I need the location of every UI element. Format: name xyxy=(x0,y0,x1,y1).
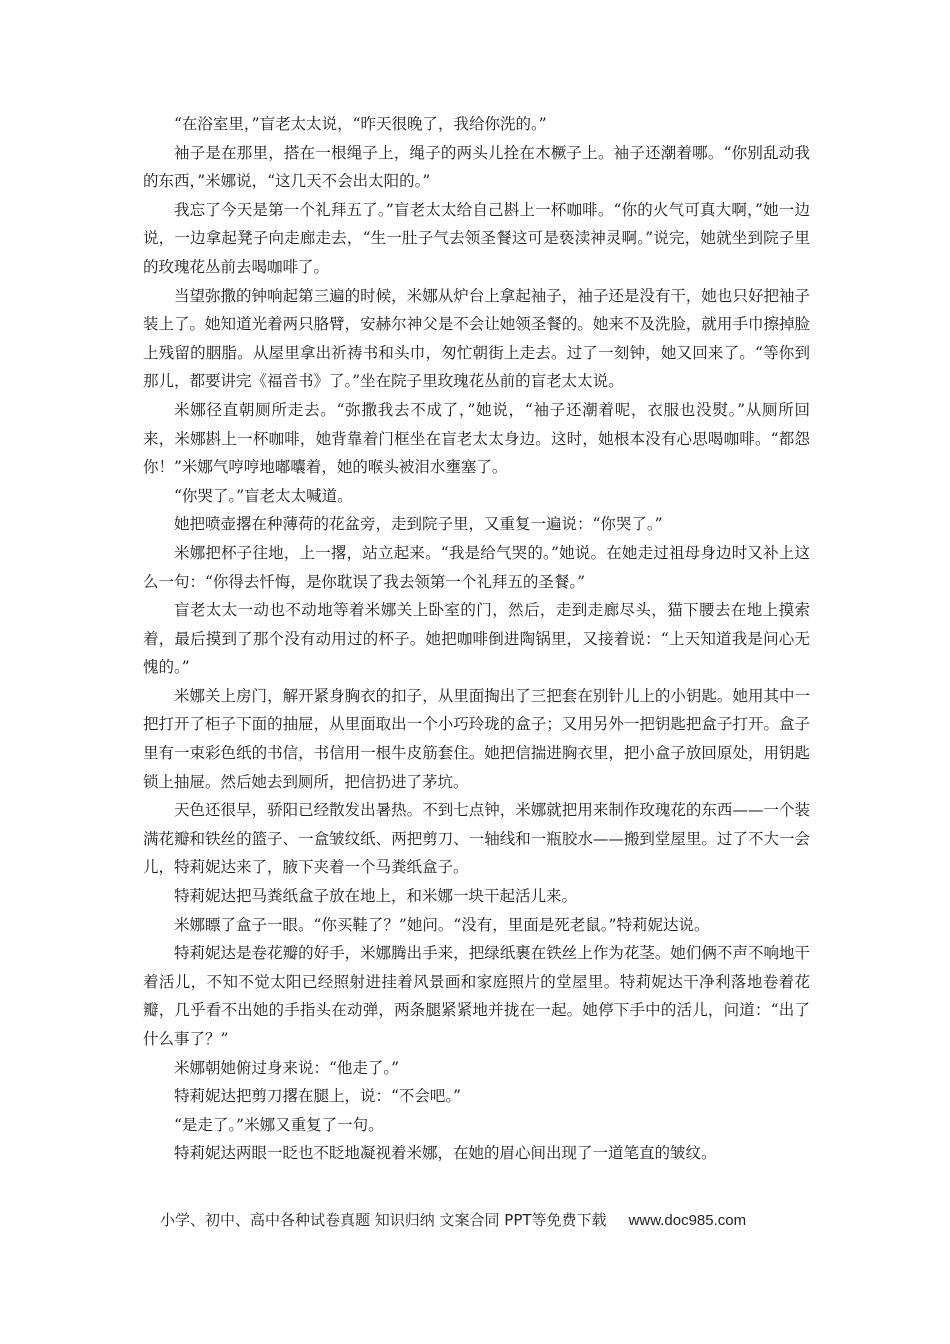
paragraph: 我忘了今天是第一个礼拜五了。”盲老太太给自己斟上一杯咖啡。“你的火气可真大啊，”她一边说，一边拿起凳子向走廊走去，“生一肚子气去领圣餐这可是亵渎神灵啊。”说完，她就坐到院子里的玫瑰花丛前去喝咖啡了。 xyxy=(143,200,810,276)
paragraph: 当望弥撒的钟响起第三遍的时候，米娜从炉台上拿起袖子，袖子还是没有干，她也只好把袖子装上了。她知道光着两只胳臂，安赫尔神父是不会让她领圣餐的。她来不及洗脸，就用手巾擦掉脸上残留的胭脂。从屋里拿出祈祷书和头巾，匆忙朝街上走去。过了一刻钟，她又回来了。“等你到那儿，都要讲完《福音书》了。”坐在院子里玫瑰花丛前的盲老太太说。 xyxy=(143,286,810,391)
paragraph: 特莉妮达把马粪纸盒子放在地上，和米娜一块干起活儿来。 xyxy=(174,887,578,906)
document-body xyxy=(143,110,810,1168)
paragraph: 米娜朝她俯过身来说：“他走了。” xyxy=(174,1058,400,1077)
footer-text: 小学、初中、高中各种试卷真题 知识归纳 文案合同 PPT等免费下载 xyxy=(160,1211,607,1229)
paragraph: 盲老太太一动也不动地等着米娜关上卧室的门，然后，走到走廊尽头，猫下腰去在地上摸索着，最后摸到了那个没有动用过的杯子。她把咖啡倒进陶锅里，又接着说：“上天知道我是问心无愧的。” xyxy=(143,601,810,677)
paragraph: 米娜瞟了盒子一眼。“你买鞋了？”她问。“没有，里面是死老鼠。”特莉妮达说。 xyxy=(174,915,710,934)
paragraph: “你哭了。”盲老太太喊道。 xyxy=(174,486,353,505)
paragraph: “在浴室里，”盲老太太说，“昨天很晚了，我给你洗的。” xyxy=(174,115,547,133)
paragraph: 袖子是在那里，搭在一根绳子上，绳子的两头儿拴在木橛子上。袖子还潮着哪。“你别乱动我的东西，”米娜说，“这几天不会出太阳的。” xyxy=(143,143,810,191)
paragraph: 米娜关上房门，解开紧身胸衣的扣子，从里面掏出了三把套在别针儿上的小钥匙。她用其中一把打开了柜子下面的抽屉，从里面取出一个小巧玲珑的盒子；又用另外一把钥匙把盒子打开。盒子里有一束彩色纸的书信，书信用一根牛皮筋套住。她把信揣进胸衣里，把小盒子放回原处，用钥匙锁上抽屉。然后她去到厕所，把信扔进了茅坑。 xyxy=(143,686,810,791)
paragraph: 米娜把杯子往地，上一撂，站立起来。“我是给气哭的。”她说。在她走过祖母身边时又补上这么一句：“你得去忏悔，是你耽误了我去领第一个礼拜五的圣餐。” xyxy=(143,543,810,591)
paragraph: “是走了。”米娜又重复了一句。 xyxy=(174,1115,384,1134)
paragraph: 她把喷壶撂在种薄荷的花盆旁，走到院子里，又重复一遍说：“你哭了。” xyxy=(174,515,663,534)
paragraph: 米娜径直朝厕所走去。“弥撒我去不成了，”她说，“袖子还潮着呢，衣服也没熨。”从厕所回来，米娜斟上一杯咖啡，她背靠着门框坐在盲老太太身边。这时，她根本没有心思喝咖啡。“都怨你！”米娜气哼哼地嘟囔着，她的喉头被泪水壅塞了。 xyxy=(143,400,810,477)
paragraph: 特莉妮达把剪刀撂在腿上，说：“不会吧。” xyxy=(174,1087,462,1106)
paragraph: 天色还很早，骄阳已经散发出暑热。不到七点钟，米娜就把用来制作玫瑰花的东西——一个装满花瓣和铁丝的篮子、一盒皱纹纸、两把剪刀、一轴线和一瓶胶水——搬到堂屋里。过了不大一会儿，特莉妮达来了，腋下夹着一个马粪纸盒子。 xyxy=(143,801,810,877)
paragraph: 特莉妮达是卷花瓣的好手，米娜腾出手来，把绿纸裹在铁丝上作为花茎。她们俩不声不响地干着活儿，不知不觉太阳已经照射进挂着风景画和家庭照片的堂屋里。特莉妮达干净利落地卷着花瓣，几乎看不出她的手指头在动弹，两条腿紧紧地并拢在一起。她停下手中的活儿，问道：“出了什么事了？” xyxy=(143,944,810,1048)
paragraph: 特莉妮达两眼一眨也不眨地凝视着米娜，在她的眉心间出现了一道笔直的皱纹。 xyxy=(174,1144,717,1163)
footer-url-link[interactable]: www.doc985.com xyxy=(628,1212,747,1229)
page-footer xyxy=(160,1209,800,1230)
